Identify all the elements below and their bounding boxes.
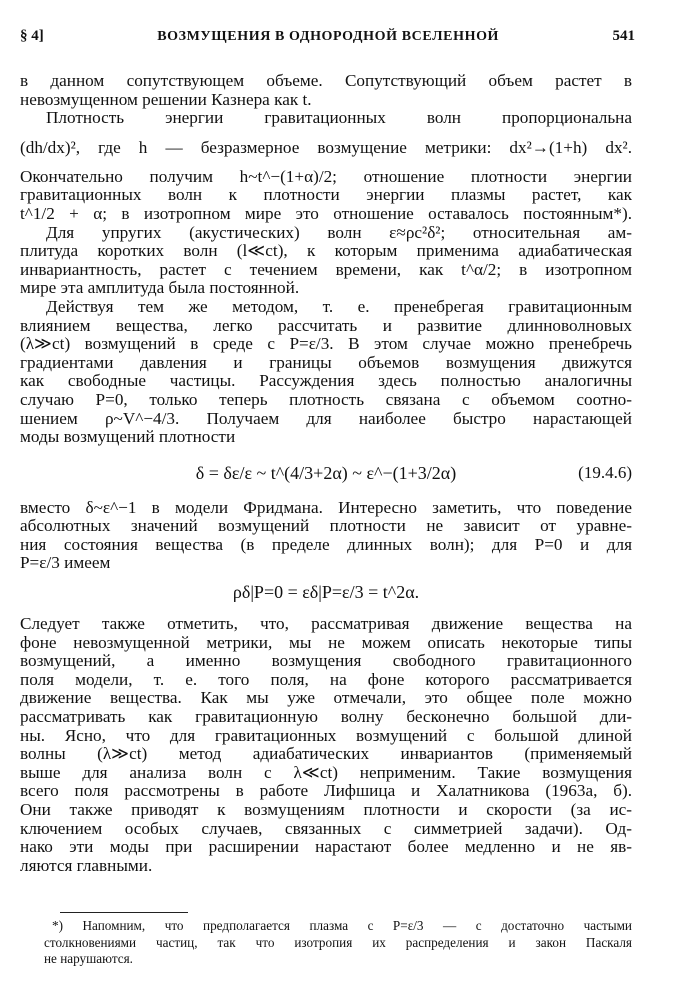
text-line: t^1/2 + α; в изотропном мире это отношение оставалось постоянным*). bbox=[20, 204, 632, 223]
equation-density: ρδ|P=0 = εδ|P=ε/3 = t^2α. bbox=[232, 582, 420, 603]
equation-body: δ = δε/ε ~ t^(4/3+2α) ~ ε^−(1+3/2α) bbox=[195, 462, 457, 483]
body-text bbox=[20, 72, 632, 875]
text-line: градиентами давления и границы объемов возмущения движутся bbox=[20, 353, 632, 372]
equation-19-4-6 bbox=[20, 453, 632, 493]
text-line: влиянием вещества, легко рассчитать и развитие длинноволновых bbox=[20, 316, 632, 335]
text-line: моды возмущений плотности bbox=[20, 428, 236, 447]
running-title: ВОЗМУЩЕНИЯ В ОДНОРОДНОЙ ВСЕЛЕННОЙ bbox=[157, 29, 500, 44]
text-line: фоне невозмущенной метрики, мы не можем описать некоторые типы bbox=[20, 633, 632, 652]
text-line: ключением особых случаев, связанных с симметрией задачи). Од- bbox=[20, 819, 632, 838]
text-line: движение вещества. Как мы уже отмечали, это общее поле можно bbox=[20, 689, 632, 708]
text-line: ния состояния вещества (в пределе длинных волн); для P=0 и для bbox=[20, 535, 632, 554]
text-line: вместо δ~ε^−1 в модели Фридмана. Интересно заметить, что поведение bbox=[20, 498, 632, 517]
text-line: Окончательно получим h~t^−(1+α)/2; отношение плотности энергии bbox=[20, 167, 632, 186]
text-line: (dh/dx)², где h — безразмерное возмущение метрики: dx²→(1+h) dx². bbox=[20, 137, 632, 157]
text-line: ляются главными. bbox=[20, 856, 153, 875]
text-line: Плотность энергии гравитационных волн пропорциональна bbox=[46, 109, 632, 128]
text-line: рассматривать как гравитационную волну бесконечно большой дли- bbox=[20, 708, 632, 727]
text-line: случаю P=0, только теперь плотность связана с объемом соотно- bbox=[20, 390, 632, 409]
text-line: волны (λ≫ct) метод адиабатических инвариантов (применяемый bbox=[20, 745, 632, 764]
equation-number: (19.4.6) bbox=[578, 462, 632, 482]
text-line: мире эта амплитуда была постоянной. bbox=[20, 279, 300, 298]
text-line: нако эти моды при расширении нарастают более медленно и не яв- bbox=[20, 838, 632, 857]
footnote bbox=[44, 918, 632, 968]
text-line: как свободные частицы. Рассуждения здесь полностью аналогичны bbox=[20, 372, 632, 391]
footnote-rule bbox=[60, 912, 188, 913]
text-line: невозмущенном решении Казнера как t. bbox=[20, 90, 312, 109]
text-line: инвариантность, растет с течением времени, как t^α/2; в изотропном bbox=[20, 260, 632, 279]
section-marker: § 4] bbox=[20, 28, 44, 44]
text-line: абсолютных значений возмущений плотности не зависит от уравне- bbox=[20, 517, 632, 536]
text-line: всего поля рассмотрены в работе Лифшица и Халатникова (1963а, б). bbox=[20, 782, 632, 801]
footnote-line: не нарушаются. bbox=[44, 951, 133, 966]
page-number: 541 bbox=[612, 28, 635, 44]
text-line: P=ε/3 имеем bbox=[20, 554, 111, 573]
text-line: ны. Ясно, что для гравитационных возмущений с большой длиной bbox=[20, 726, 632, 745]
text-line: шением ρ~V^−4/3. Получаем для наиболее быстро нарастающей bbox=[20, 409, 632, 428]
footnote-line: столкновениями частиц, так что изотропия их распределения и закон Паскаля bbox=[44, 934, 632, 950]
text-line: Для упругих (акустических) волн ε≈ρc²δ²; относительная ам- bbox=[46, 223, 632, 242]
text-line: возмущений, а именно возмущения свободного гравитационного bbox=[20, 652, 632, 671]
page-header bbox=[20, 28, 635, 50]
text-line: Следует также отметить, что, рассматривая движение вещества на bbox=[20, 615, 632, 634]
text-line: Они также приводят к возмущениям плотности и скорости (за ис- bbox=[20, 801, 632, 819]
text-line: (λ≫ct) возмущений в среде с P=ε/3. В этом случае можно пренебречь bbox=[20, 335, 632, 354]
text-line: выше для анализа волн с λ≪ct) неприменим. Такие возмущения bbox=[20, 763, 632, 782]
text-line: поля модели, т. е. того поля, на фоне которого рассматривается bbox=[20, 670, 632, 689]
text-line: Действуя тем же методом, т. е. пренебрегая гравитационным bbox=[46, 297, 632, 316]
text-line: гравитационных волн к плотности энергии плазмы растет, как bbox=[20, 186, 632, 205]
text-line: плитуда коротких волн (l≪ct), к которым применима адиабатическая bbox=[20, 242, 632, 261]
footnote-line: *) Напомним, что предполагается плазма с P=ε/3 — с достаточно частыми bbox=[52, 918, 632, 933]
text-line: в данном сопутствующем объеме. Сопутствующий объем растет в bbox=[20, 72, 632, 90]
